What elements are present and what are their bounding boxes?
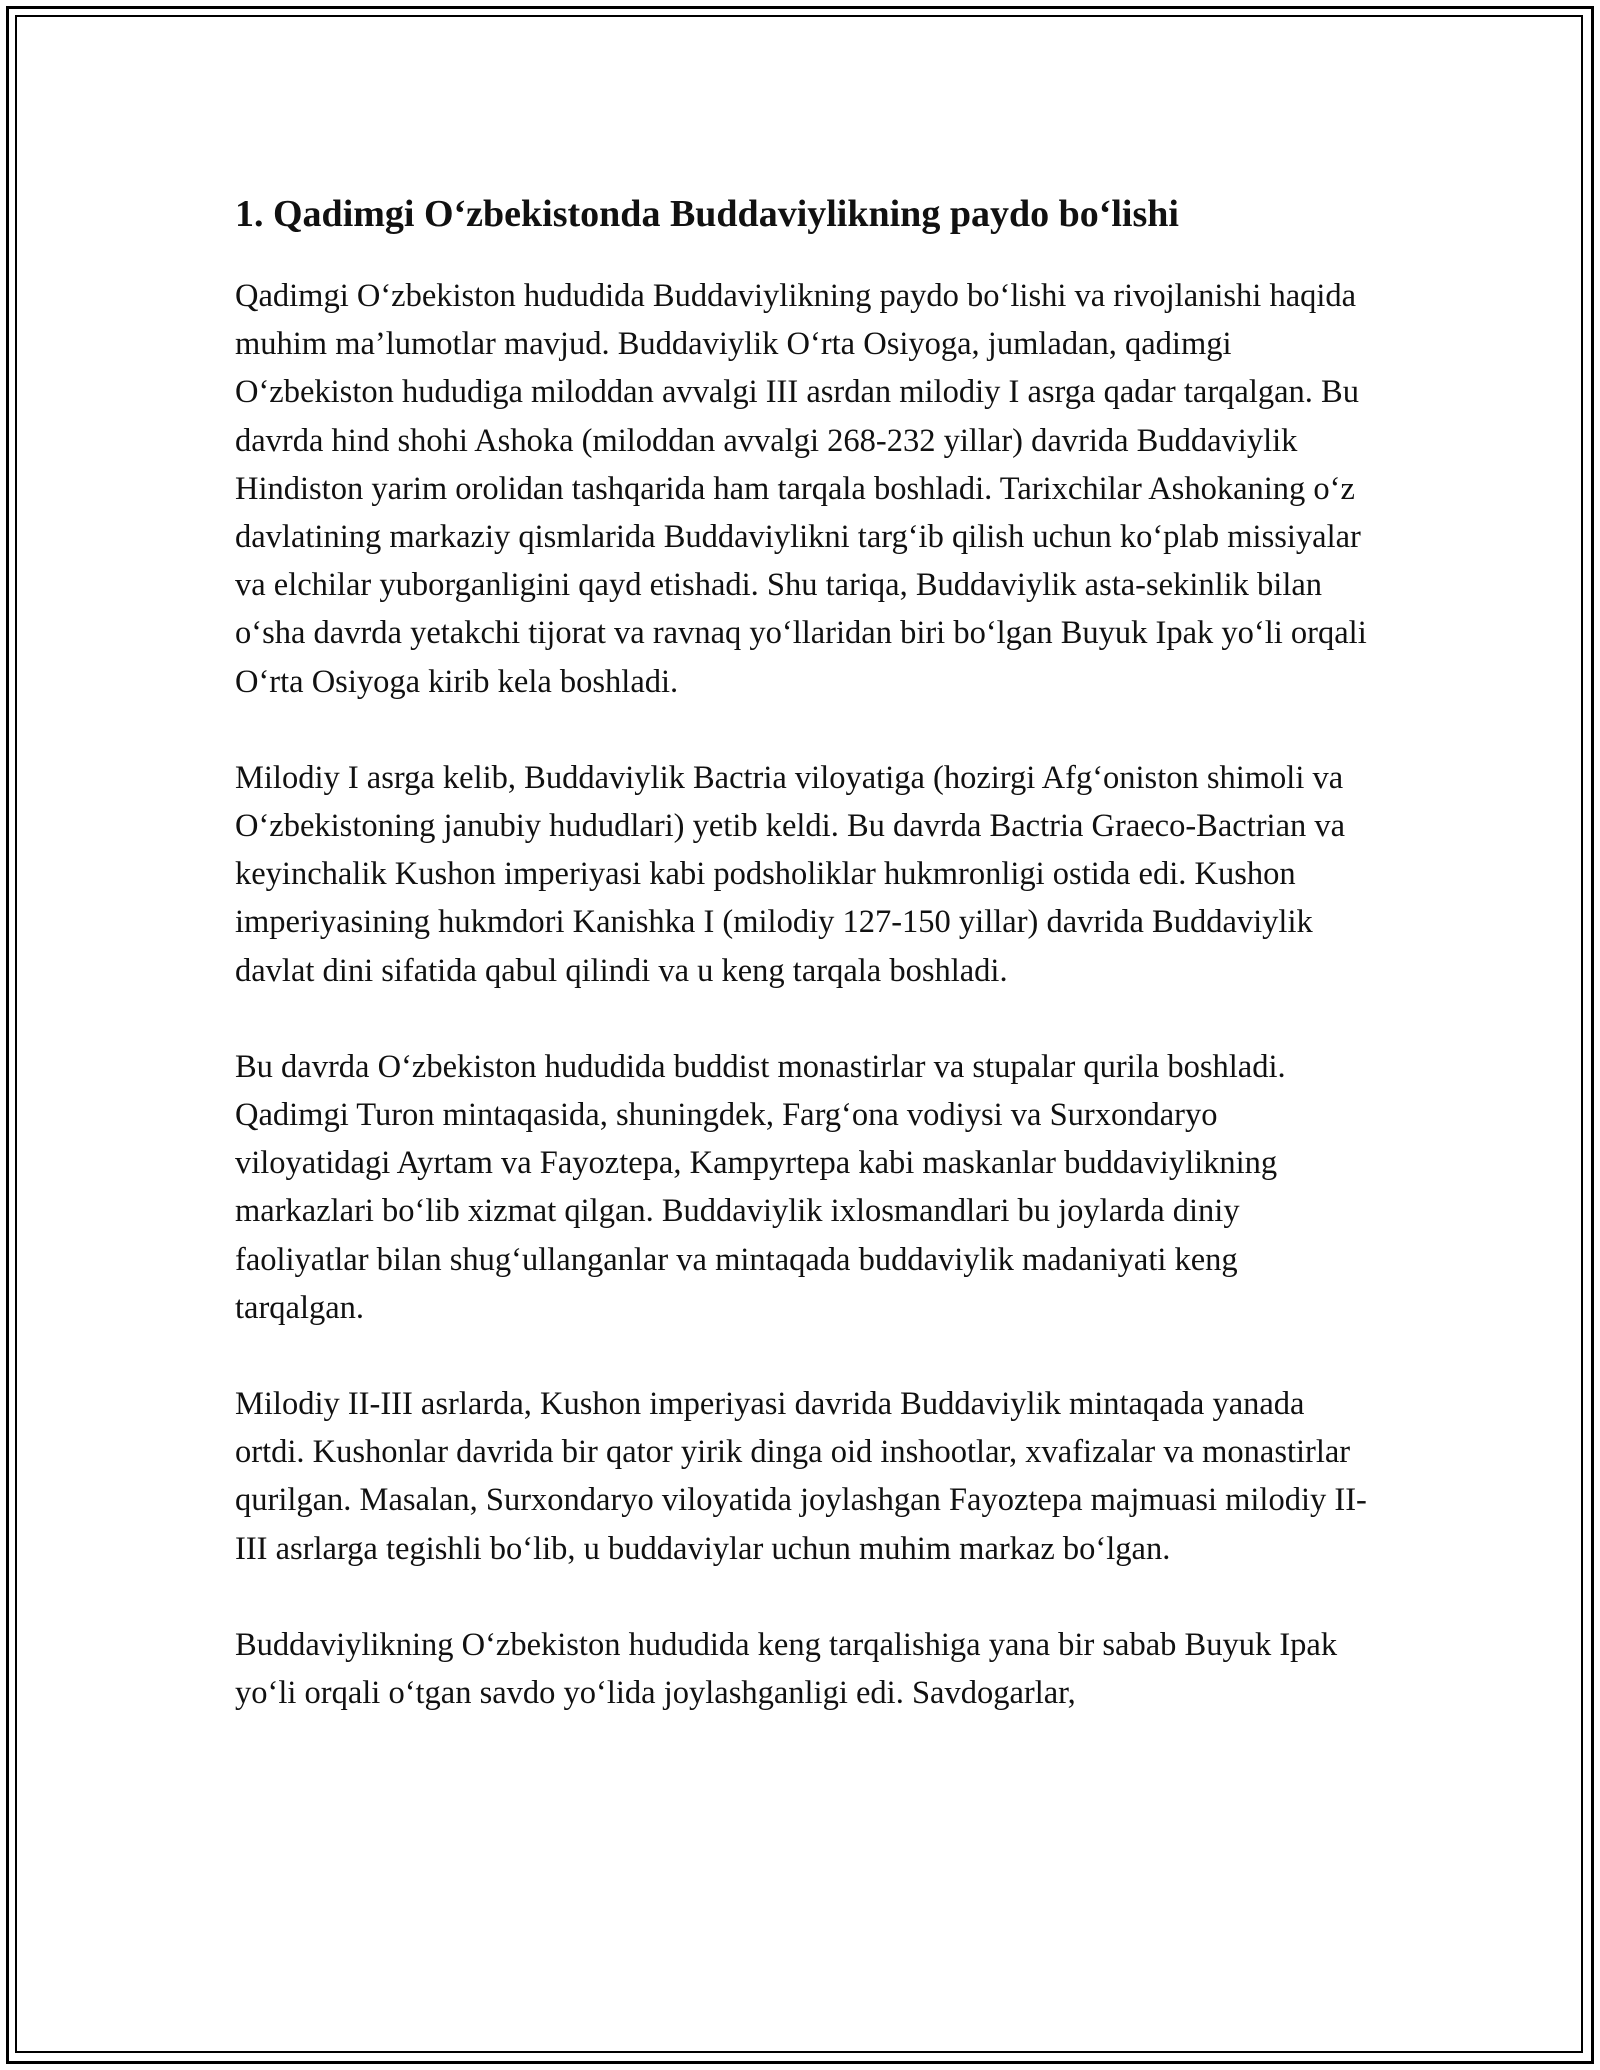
paragraph-3: Bu davrda O‘zbekiston hududida buddist monastirlar va stupalar qurila boshladi. Qadimgi Turon mintaqasida, shuningdek, Farg‘ona vodiysi va Surxondaryo viloyatidagi Ayrtam va Fayoztepa, Kampyrtepa kabi maskanlar buddaviylikning markazlari bo‘lib xizmat qilgan. Buddaviylik ixlosmandlari bu joylarda diniy faoliyatlar bilan shug‘ullanganlar va mintaqada buddaviylik madaniyati keng tarqalgan. xyxy=(235,1048,1286,1326)
section-heading: 1. Qadimgi O‘zbekistonda Buddaviylikning paydo bo‘lishi xyxy=(235,193,1179,235)
paragraph-1: Qadimgi O‘zbekiston hududida Buddaviylikning paydo bo‘lishi va rivojlanishi haqida muhim ma’lumotlar mavjud. Buddaviylik O‘rta Osiyoga, jumladan, qadimgi O‘zbekiston hududiga miloddan avvalgi III asrdan milodiy I asrga qadar tarqalgan. Bu davrda hind shohi Ashoka (miloddan avvalgi 268-232 yillar) davrida Buddaviylik Hindiston yarim orolidan tashqarida ham tarqala boshladi. Tarixchilar Ashokaning o‘z davlatining markaziy qismlarida Buddaviylikni targ‘ib qilish uchun ko‘plab missiyalar va elchilar yuborganligini qayd etishadi. Shu tariqa, Buddaviylik asta-sekinlik bilan o‘sha davrda yetakchi tijorat va ravnaq yo‘llaridan biri bo‘lgan Buyuk Ipak yo‘li orqali O‘rta Osiyoga kirib kela boshladi. xyxy=(235,278,1367,700)
paragraph-5: Buddaviylikning O‘zbekiston hududida keng tarqalishiga yana bir sabab Buyuk Ipak yo‘li orqali o‘tgan savdo yo‘lida joylashganligi edi. Savdogarlar, xyxy=(235,1626,1338,1712)
paragraph-4: Milodiy II-III asrlarda, Kushon imperiyasi davrida Buddaviylik mintaqada yanada ortdi. Kushonlar davrida bir qator yirik dinga oid inshootlar, xvafizalar va monastirlar qurilgan. Masalan, Surxondaryo viloyatida joylashgan Fayoztepa majmuasi milodiy II-III asrlarga tegishli bo‘lib, u buddaviylar uchun muhim markaz bo‘lgan. xyxy=(235,1386,1367,1567)
document-body xyxy=(235,186,1370,1765)
paragraph-2: Milodiy I asrga kelib, Buddaviylik Bactria viloyatiga (hozirgi Afg‘oniston shimoli va O‘zbekistoning janubiy hududlari) yetib keldi. Bu davrda Bactria Graeco-Bactrian va keyinchalik Kushon imperiyasi kabi podsholiklar hukmronligi ostida edi. Kushon imperiyasining hukmdori Kanishka I (milodiy 127-150 yillar) davrida Buddaviylik davlat dini sifatida qabul qilindi va u keng tarqala boshladi. xyxy=(235,759,1346,989)
